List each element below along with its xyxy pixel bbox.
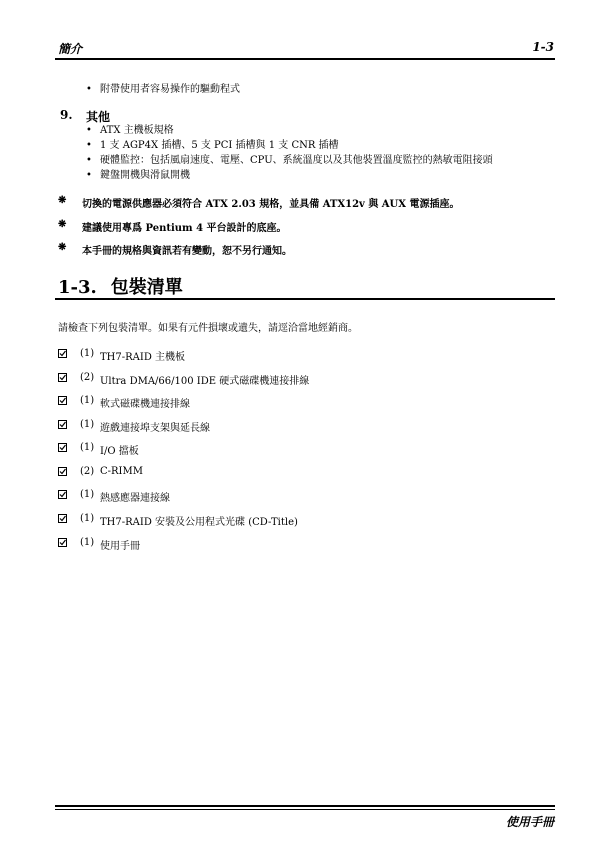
item-name: 遊戲連接埠支架與延長線 [100, 423, 210, 434]
item-name: TH7-RAID 安裝及公用程式光碟 (CD-Title) [100, 517, 298, 528]
item-quantity: (2) [80, 372, 95, 383]
section-9-number: 9. [60, 108, 73, 122]
bullet-dot-icon: • [86, 84, 92, 95]
checkbox-checked-icon [58, 490, 67, 499]
checkbox-checked-icon [58, 443, 67, 452]
item-quantity: (1) [80, 395, 95, 406]
asterisk-icon: ❋ [58, 219, 67, 230]
note-text: 本手冊的規格與資訊若有變動，恕不另行通知。 [82, 246, 292, 257]
checkbox-checked-icon [58, 349, 67, 358]
asterisk-icon: ❋ [58, 195, 67, 206]
footer-rule-thin [55, 809, 555, 810]
header-section-title: 簡介 [58, 42, 83, 56]
checkbox-checked-icon [58, 467, 67, 476]
asterisk-icon: ❋ [58, 242, 67, 253]
bullet-dot-icon: • [86, 140, 92, 151]
section-title: 包裝清單 [110, 277, 183, 298]
item-quantity: (2) [80, 466, 95, 477]
bullet-text: 附帶使用者容易操作的驅動程式 [100, 84, 240, 95]
item-quantity: (1) [80, 419, 95, 430]
item-name: 使用手冊 [100, 541, 140, 552]
bullet-text: 鍵盤開機與滑鼠開機 [100, 170, 190, 181]
bullet-dot-icon: • [86, 125, 92, 136]
intro-paragraph: 請檢查下列包裝清單。如果有元件損壞或遺失，請逕洽當地經銷商。 [58, 323, 358, 334]
checkbox-checked-icon [58, 373, 67, 382]
item-name: I/O 擋板 [100, 446, 139, 457]
item-name: 熱感應器連接線 [100, 493, 170, 504]
checkbox-checked-icon [58, 514, 67, 523]
section-rule [55, 298, 555, 300]
note-text: 建議使用專爲 Pentium 4 平台設計的底座。 [82, 223, 287, 234]
item-quantity: (1) [80, 348, 95, 359]
item-name: Ultra DMA/66/100 IDE 硬式磁碟機連接排線 [100, 376, 310, 387]
bullet-dot-icon: • [86, 170, 92, 181]
bullet-dot-icon: • [86, 155, 92, 166]
item-quantity: (1) [80, 537, 95, 548]
item-quantity: (1) [80, 513, 95, 524]
checkbox-checked-icon [58, 420, 67, 429]
bullet-text: 1 支 AGP4X 插槽、5 支 PCI 插槽與 1 支 CNR 插槽 [100, 140, 339, 151]
footer-title: 使用手冊 [505, 815, 554, 829]
item-name: TH7-RAID 主機板 [100, 352, 186, 363]
footer-rule [55, 805, 555, 807]
bullet-text: 硬體監控：包括風扇速度、電壓、CPU、系統溫度以及其他裝置溫度監控的熱敏電阻接頭 [100, 155, 493, 166]
bullet-text: ATX 主機板規格 [100, 125, 174, 136]
checkbox-checked-icon [58, 396, 67, 405]
header-page-number: 1-3 [532, 40, 554, 54]
item-quantity: (1) [80, 489, 95, 500]
item-name: C-RIMM [100, 466, 143, 477]
section-heading [58, 273, 183, 299]
section-number: 1-3. [58, 277, 97, 298]
header-rule [55, 58, 555, 60]
note-text: 切換的電源供應器必須符合 ATX 2.03 規格，並具備 ATX12v 與 AUX 電源插座。 [82, 199, 460, 210]
checkbox-checked-icon [58, 538, 67, 547]
item-quantity: (1) [80, 442, 95, 453]
section-9-title: 其他 [86, 110, 111, 124]
item-name: 軟式磁碟機連接排線 [100, 399, 190, 410]
